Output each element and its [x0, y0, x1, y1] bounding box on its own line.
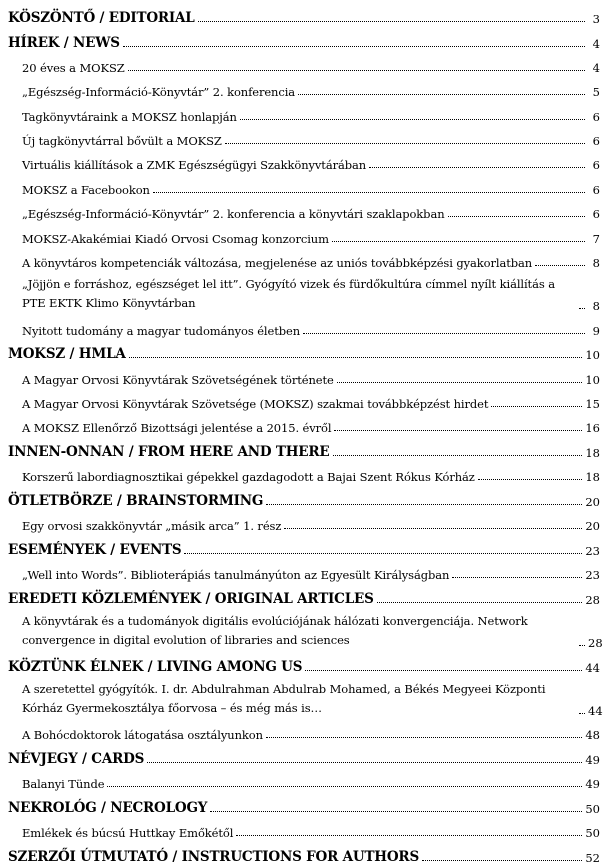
section-title: NEKROLÓG / NECROLOGY: [8, 799, 208, 816]
entry-title: Korszerű labordiagnosztikai gépekkel gazdagodott a Bajai Szent Rókus Kórház: [22, 470, 475, 485]
toc-section-living-among-us[interactable]: [8, 654, 600, 675]
entry-title: MOKSZ-Akakémiai Kiadó Orvosi Csomag konzorcium: [22, 231, 329, 246]
entry-title: „Egészség-Információ-Könyvtár” 2. konferencia a könyvtári szaklapokban: [22, 207, 445, 222]
dot-leader: [334, 430, 582, 431]
dot-leader: [240, 119, 585, 120]
page-number: 6: [592, 158, 600, 173]
toc-entry[interactable]: [8, 319, 600, 338]
page-number: 5: [592, 85, 600, 100]
page-number: 10: [585, 348, 600, 363]
page-number: 8: [592, 256, 600, 271]
toc-entry[interactable]: [8, 772, 600, 791]
toc-entry[interactable]: [8, 129, 600, 148]
entry-title: „Egészség-Információ-Könyvtár” 2. konferencia: [22, 85, 296, 100]
entry-title: A könyvtáros kompetenciák változása, megjelenése az uniós továbbképzési gyakorlatban: [22, 256, 533, 271]
toc-entry[interactable]: [8, 821, 600, 840]
page-number: 44: [585, 660, 600, 675]
section-title: MOKSZ / HMLA: [8, 346, 126, 363]
toc-section-from-here-and-there[interactable]: [8, 439, 600, 460]
page-number: 20: [585, 519, 600, 534]
page-number: 28: [585, 592, 600, 607]
entry-title: Balanyi Tünde: [22, 777, 105, 792]
page-number: 6: [592, 207, 600, 222]
section-title: HÍREK / NEWS: [8, 34, 120, 51]
toc-section-necrology[interactable]: [8, 795, 600, 816]
toc-entry[interactable]: [8, 80, 600, 99]
section-title: ÖTLETBÖRZE / BRAINSTORMING: [8, 492, 264, 509]
dot-leader: [184, 553, 582, 554]
dot-leader: [579, 308, 585, 309]
toc-entry[interactable]: [8, 563, 600, 582]
page-number: 6: [592, 182, 600, 197]
toc-section-editorial[interactable]: [8, 5, 600, 26]
dot-leader: [303, 333, 585, 334]
toc-section-hmla[interactable]: [8, 341, 600, 362]
dot-leader: [210, 811, 582, 812]
entry-title: Tagkönyvtáraink a MOKSZ honlapján: [22, 109, 237, 124]
toc-entry[interactable]: [8, 680, 603, 718]
page-number: 50: [585, 826, 600, 841]
entry-title: A könyvtárak és a tudományok digitális evolúciójának hálózati konvergenciája. Network convergence in digital evolution of libraries and sciences: [22, 614, 528, 648]
page-number: 6: [592, 109, 600, 124]
dot-leader: [123, 46, 585, 47]
dot-leader: [107, 786, 582, 787]
entry-title: „Jöjjön e forráshoz, egészséget lel itt”. Gyógyító vizek és fürdőkultúra címmel nyílt kiállítás a PTE EKTK Klimo Könyvtárban: [22, 277, 555, 311]
page-number: 8: [592, 299, 600, 314]
toc-entry[interactable]: [8, 202, 600, 221]
dot-leader: [491, 406, 582, 407]
toc-section-original-articles[interactable]: [8, 586, 600, 607]
section-title: KÖZTÜNK ÉLNEK / LIVING AMONG US: [8, 658, 303, 675]
dot-leader: [332, 241, 585, 242]
dot-leader: [377, 602, 583, 603]
toc-entry[interactable]: [8, 56, 600, 75]
toc-entry[interactable]: [8, 251, 600, 270]
page-number: 48: [585, 728, 600, 743]
dot-leader: [129, 357, 583, 358]
entry-title: A Bohócdoktorok látogatása osztályunkon: [22, 728, 263, 743]
entry-title: „Well into Words”. Biblioterápiás tanulmányúton az Egyesült Királyságban: [22, 568, 450, 583]
section-title: SZERZŐI ÚTMUTATÓ / INSTRUCTIONS FOR AUTHORS: [8, 848, 419, 865]
page-number: 15: [585, 397, 600, 412]
page-number: 3: [592, 12, 600, 26]
entry-title: A MOKSZ Ellenőrző Bizottsági jelentése a 2015. évről: [22, 421, 332, 436]
entry-title: Egy orvosi szakkönyvtár „másik arca” 1. rész: [22, 519, 282, 534]
dot-leader: [198, 21, 585, 22]
toc-entry[interactable]: [8, 723, 600, 742]
entry-title: A Magyar Orvosi Könyvtárak Szövetsége (MOKSZ) szakmai továbbképzést hirdet: [22, 397, 489, 412]
table-of-contents: [8, 5, 603, 865]
page-number: 49: [585, 752, 600, 767]
dot-leader: [266, 737, 582, 738]
toc-entry[interactable]: [8, 178, 600, 197]
page-number: 16: [585, 421, 600, 436]
toc-entry[interactable]: [8, 465, 600, 484]
page-number: 6: [592, 134, 600, 149]
dot-leader: [266, 504, 582, 505]
dot-leader: [225, 143, 585, 144]
toc-section-news[interactable]: [8, 30, 600, 51]
toc-entry[interactable]: [8, 612, 603, 651]
dot-leader: [478, 479, 583, 480]
toc-entry[interactable]: [8, 368, 600, 387]
toc-entry[interactable]: [8, 392, 600, 411]
section-title: ESEMÉNYEK / EVENTS: [8, 541, 182, 558]
entry-title: Új tagkönyvtárral bővült a MOKSZ: [22, 134, 222, 149]
dot-leader: [236, 835, 582, 836]
toc-section-events[interactable]: [8, 537, 600, 558]
page-number: 18: [585, 445, 600, 460]
page-number: 49: [585, 777, 600, 792]
toc-entry[interactable]: [8, 227, 600, 246]
page-number: 4: [592, 36, 600, 51]
dot-leader: [298, 94, 585, 95]
page-number: 20: [585, 494, 600, 509]
entry-title: Nyitott tudomány a magyar tudományos életben: [22, 323, 300, 338]
page-number: 9: [592, 323, 600, 338]
page-number: 44: [588, 703, 603, 718]
dot-leader: [337, 382, 583, 383]
dot-leader: [284, 528, 582, 529]
entry-title: A Magyar Orvosi Könyvtárak Szövetségének története: [22, 372, 334, 387]
page-number: 23: [585, 568, 600, 583]
dot-leader: [579, 713, 585, 714]
entry-title: Emlékek és búcsú Huttkay Emőkétől: [22, 826, 234, 841]
section-title: EREDETI KÖZLEMÉNYEK / ORIGINAL ARTICLES: [8, 590, 374, 607]
dot-leader: [452, 577, 582, 578]
toc-entry[interactable]: [8, 416, 600, 435]
dot-leader: [579, 645, 585, 646]
dot-leader: [369, 167, 585, 168]
toc-section-brainstorming[interactable]: [8, 488, 600, 509]
toc-entry[interactable]: [8, 153, 600, 172]
entry-title: MOKSZ a Facebookon: [22, 182, 150, 197]
dot-leader: [448, 216, 585, 217]
toc-entry[interactable]: [8, 275, 600, 313]
section-title: NÉVJEGY / CARDS: [8, 750, 145, 767]
toc-section-cards[interactable]: [8, 746, 600, 767]
section-title: INNEN-ONNAN / FROM HERE AND THERE: [8, 443, 330, 460]
dot-leader: [535, 265, 585, 266]
page-number: 18: [585, 470, 600, 485]
toc-section-instructions-for-authors[interactable]: [8, 844, 600, 865]
page-number: 52: [585, 850, 600, 865]
dot-leader: [422, 860, 582, 861]
dot-leader: [128, 70, 585, 71]
dot-leader: [305, 670, 582, 671]
page-number: 7: [592, 231, 600, 246]
entry-title: Virtuális kiállítások a ZMK Egészségügyi Szakkönyvtárában: [22, 158, 367, 173]
dot-leader: [333, 455, 583, 456]
toc-entry[interactable]: [8, 105, 600, 124]
page-number: 23: [585, 543, 600, 558]
dot-leader: [147, 762, 582, 763]
entry-title: A szeretettel gyógyítók. I. dr. Abdulrahman Abdulrab Mohamed, a Békés Megyeei Központi Kórház Gyermekosztálya főorvosa – és még más is…: [22, 681, 546, 715]
page-number: 10: [585, 372, 600, 387]
toc-entry[interactable]: [8, 514, 600, 533]
page-number: 28: [588, 636, 603, 651]
entry-title: 20 éves a MOKSZ: [22, 60, 125, 75]
section-title: KÖSZÖNTŐ / EDITORIAL: [8, 10, 195, 26]
dot-leader: [153, 192, 585, 193]
page-number: 50: [585, 801, 600, 816]
page-number: 4: [592, 60, 600, 75]
